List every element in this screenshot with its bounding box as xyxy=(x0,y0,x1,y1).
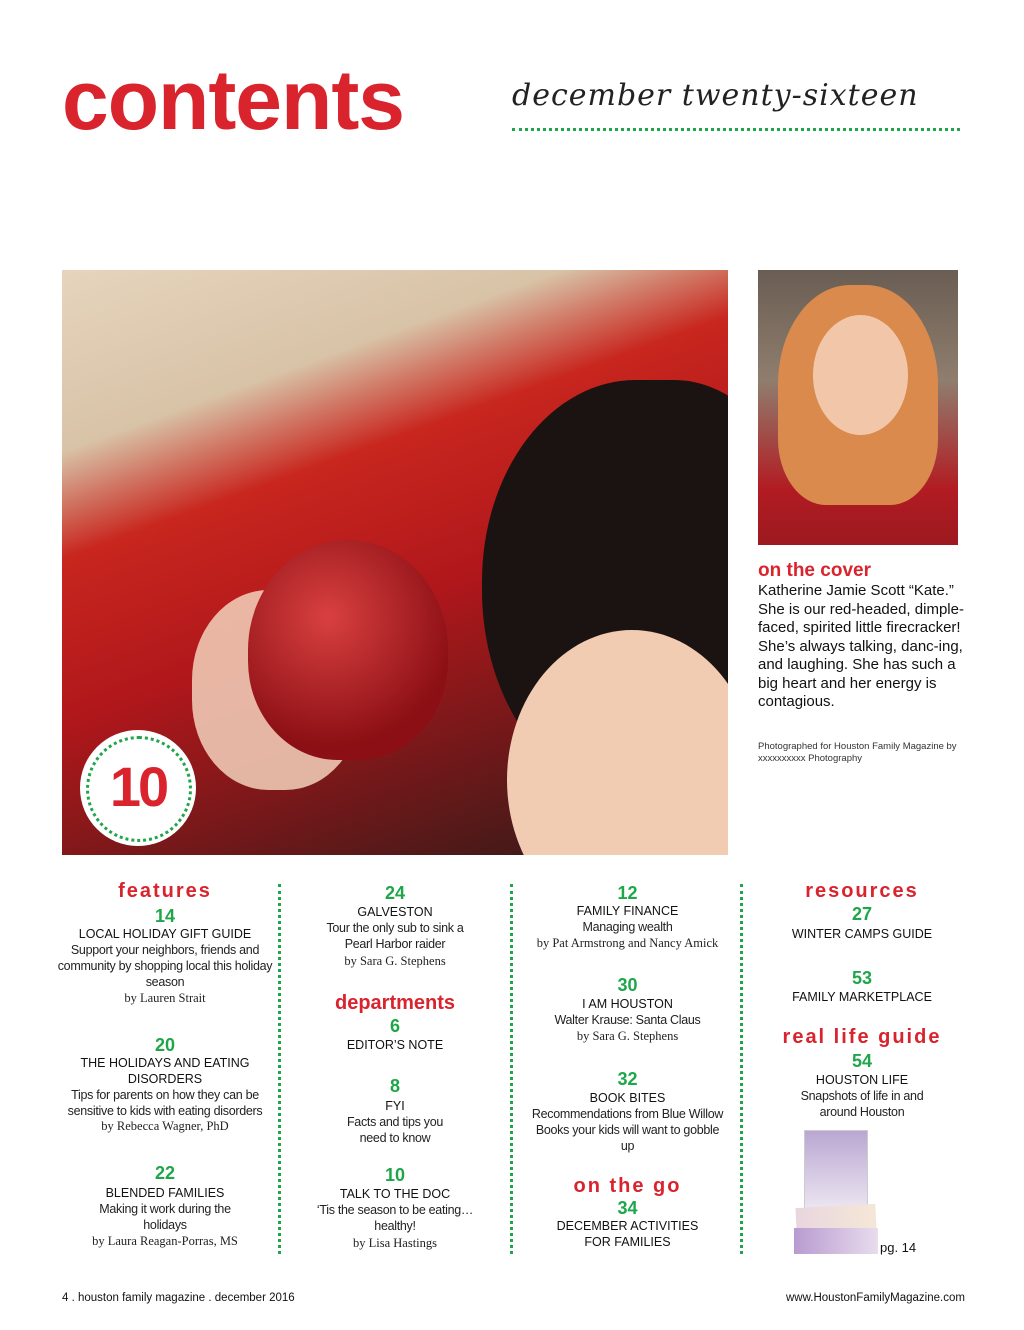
page-number: 54 xyxy=(851,1051,873,1071)
article-desc: Snapshots of life in and around Houston xyxy=(800,1089,924,1119)
article-desc: Walter Krause: Santa Claus xyxy=(554,1013,701,1027)
article-title[interactable]: LOCAL HOLIDAY GIFT GUIDE xyxy=(78,927,252,941)
cover-photo xyxy=(758,270,958,545)
article-byline: by Sara G. Stephens xyxy=(344,954,446,968)
page-number: 22 xyxy=(154,1163,176,1183)
section-heading-real-life-guide: real life guide xyxy=(782,1026,942,1048)
column-divider xyxy=(510,884,513,1254)
page-number: 30 xyxy=(617,975,638,995)
page-number: 14 xyxy=(154,906,176,926)
finance-column xyxy=(520,880,735,1260)
photo-caption: pg. 14 xyxy=(880,1240,917,1255)
page-number: 10 xyxy=(384,1165,406,1185)
article-byline: by Lisa Hastings xyxy=(352,1236,438,1250)
article-byline: by Pat Armstrong and Nancy Amick xyxy=(536,936,719,950)
cover-face-shape xyxy=(813,315,908,435)
page-number: 6 xyxy=(389,1016,400,1036)
page-number: 12 xyxy=(617,883,638,903)
photo-apple-shape xyxy=(248,540,448,760)
page-number: 34 xyxy=(617,1198,638,1218)
article-desc: Recommendations from Blue Willow Books your kids will want to gobble up xyxy=(531,1107,724,1153)
soap-product-photo xyxy=(790,1130,880,1255)
cover-description: Katherine Jamie Scott “Kate.” She is our red-headed, dimple-faced, spirited little firecracker! She’s always talking, danc-ing, and laughing. She has such a big heart and her energy is contagious. xyxy=(758,582,964,710)
article-title[interactable]: FAMILY FINANCE xyxy=(576,904,679,918)
column-divider xyxy=(278,884,281,1254)
article-title[interactable]: DECEMBER ACTIVITIES FOR FAMILIES xyxy=(556,1219,699,1249)
badge-number: 10 xyxy=(109,755,167,818)
article-byline: by Sara G. Stephens xyxy=(576,1029,679,1043)
article-desc: Tips for parents on how they can be sensitive to kids with eating disorders xyxy=(67,1088,263,1118)
page-title: contents xyxy=(62,53,405,147)
article-byline: by Rebecca Wagner, PhD xyxy=(101,1119,229,1133)
article-title[interactable]: FAMILY MARKETPLACE xyxy=(792,990,932,1004)
features-column xyxy=(52,880,278,1260)
article-title[interactable]: HOUSTON LIFE xyxy=(815,1073,909,1087)
soap-box xyxy=(804,1130,868,1212)
article-desc: ‘Tis the season to be eating… healthy! xyxy=(316,1203,474,1233)
article-title[interactable]: THE HOLIDAYS AND EATING DISORDERS xyxy=(80,1056,250,1086)
article-desc: Tour the only sub to sink a Pearl Harbor raider xyxy=(326,921,464,951)
article-desc: Support your neighbors, friends and community by shopping local this holiday season xyxy=(57,943,273,989)
departments-column xyxy=(285,880,505,1260)
footer-website-link[interactable]: www.HoustonFamilyMagazine.com xyxy=(786,1292,965,1304)
article-title[interactable]: BOOK BITES xyxy=(589,1091,666,1105)
article-desc: Making it work during the holidays xyxy=(99,1202,231,1232)
section-heading-departments: departments xyxy=(334,992,456,1014)
article-title[interactable]: EDITOR’S NOTE xyxy=(346,1038,444,1052)
cover-credit: Photographed for Houston Family Magazine by xxxxxxxxxx Photography xyxy=(758,741,957,764)
section-heading-resources: resources xyxy=(805,880,919,902)
footer-folio: 4 . houston family magazine . december 2016 xyxy=(62,1292,295,1304)
article-title[interactable]: TALK TO THE DOC xyxy=(339,1187,451,1201)
page-number: 53 xyxy=(851,968,873,988)
page-number: 24 xyxy=(384,883,406,903)
section-heading-on-the-go: on the go xyxy=(573,1175,682,1197)
article-title[interactable]: I AM HOUSTON xyxy=(582,997,673,1011)
page-badge xyxy=(80,730,196,846)
soap-bar xyxy=(794,1228,878,1254)
page-number: 27 xyxy=(851,904,873,924)
article-desc: Managing wealth xyxy=(582,920,673,934)
issue-date: december twenty-sixteen xyxy=(512,78,919,113)
article-title[interactable]: GALVESTON xyxy=(357,905,433,919)
article-byline: by Lauren Strait xyxy=(124,991,206,1005)
article-byline: by Laura Reagan-Porras, MS xyxy=(92,1234,238,1248)
page-number: 32 xyxy=(617,1069,638,1089)
section-heading-features: features xyxy=(118,880,212,902)
column-divider xyxy=(740,884,743,1254)
article-title[interactable]: BLENDED FAMILIES xyxy=(105,1186,225,1200)
article-title[interactable]: WINTER CAMPS GUIDE xyxy=(791,927,933,941)
page-number: 8 xyxy=(389,1076,400,1096)
dotted-rule xyxy=(512,128,960,131)
page-number: 20 xyxy=(154,1035,176,1055)
cover-heading: on the cover xyxy=(758,560,871,581)
article-title[interactable]: FYI xyxy=(385,1099,405,1113)
article-desc: Facts and tips you need to know xyxy=(346,1115,444,1145)
